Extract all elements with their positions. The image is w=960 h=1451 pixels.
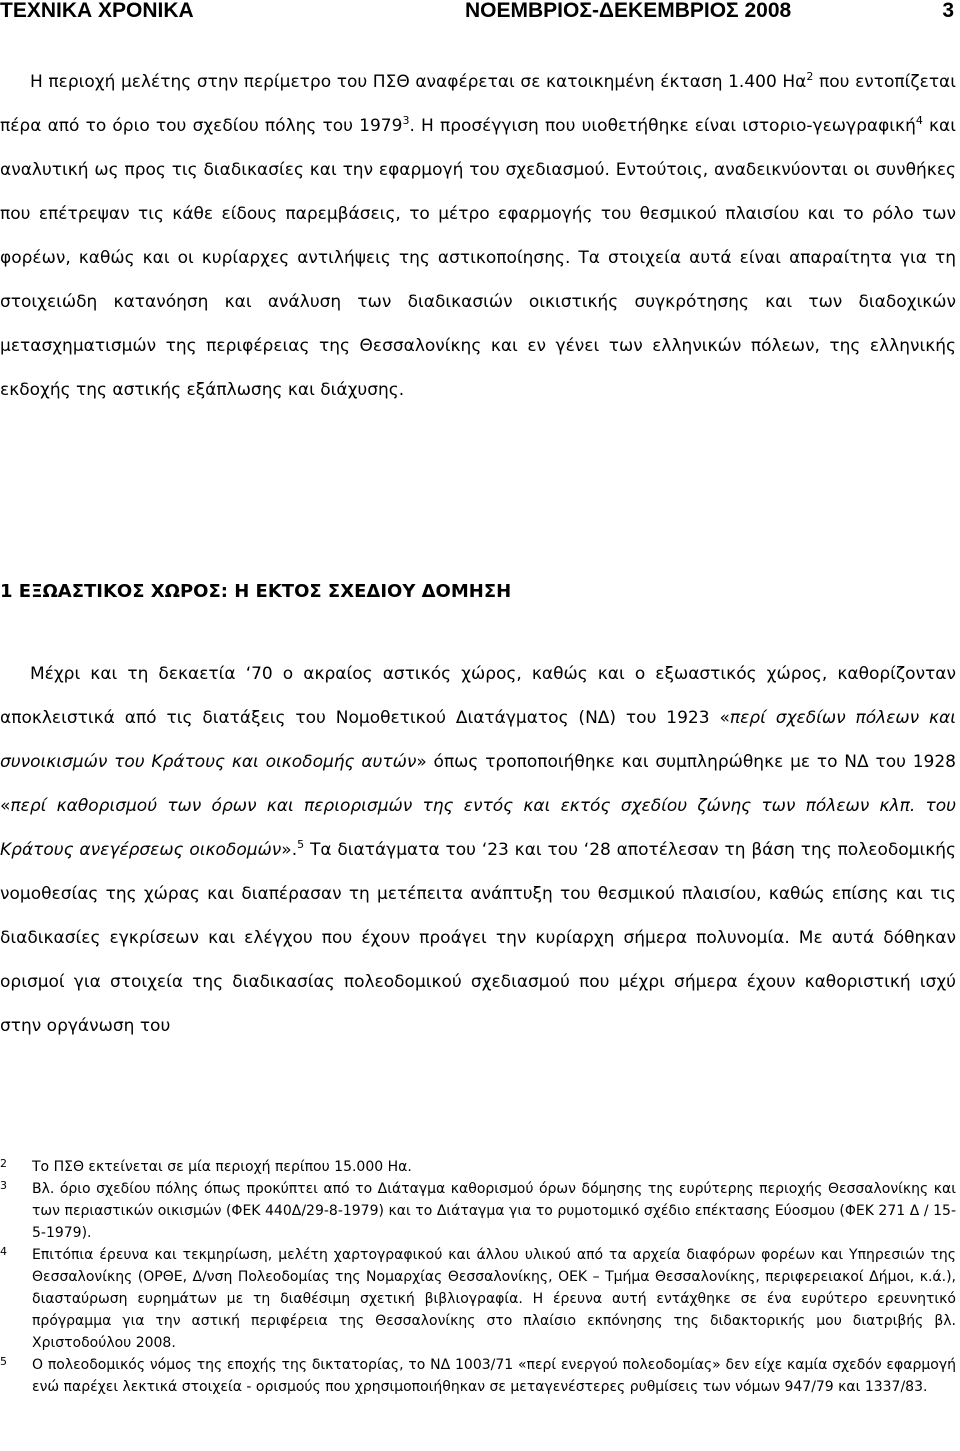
section-paragraph — [0, 652, 956, 1048]
section-heading: 1 ΕΞΩΑΣΤΙΚΟΣ ΧΩΡΟΣ: Η ΕΚΤΟΣ ΣΧΕΔΙΟΥ ΔΟΜΗΣΗ — [0, 581, 512, 602]
footnote — [0, 1156, 956, 1178]
footnote-ref-2[interactable]: 2 — [806, 70, 814, 83]
section-text-3: ». — [281, 840, 298, 860]
intro-paragraph — [0, 60, 956, 412]
footnote-number: 2 — [0, 1157, 7, 1170]
running-header — [0, 0, 960, 28]
issue-date: ΝΟΕΜΒΡΙΟΣ-ΔΕΚΕΜΒΡΙΟΣ 2008 — [465, 0, 792, 22]
footnote-text: Βλ. όριο σχεδίου πόλης όπως προκύπτει από το Διάταγμα καθορισμού όρων δόμησης της ευρύτερης περιοχής Θεσσαλονίκης και των περιαστικών οικισμών (ΦΕΚ 440Δ/29-8-1979) και το Διάταγμα για το ρυμοτομικό σχέδιο επέκτασης Εύοσμου (ΦΕΚ 271 Δ / 15-5-1979). — [32, 1181, 956, 1241]
journal-title: ΤΕΧΝΙΚΑ ΧΡΟΝΙΚΑ — [0, 0, 194, 22]
footnote-ref-4[interactable]: 4 — [915, 114, 923, 127]
footnote — [0, 1354, 956, 1398]
footnote-number: 5 — [0, 1355, 7, 1368]
intro-text-4: και αναλυτική ως προς τις διαδικασίες και την εφαρμογή του σχεδιασμού. Εντούτοις, αναδεικνύονται οι συνθήκες που επέτρεψαν τις κάθε είδους παρεμβάσεις, το μέτρο εφαρμογής του θεσμικού πλαισίου και το ρόλο των φορέων, καθώς και οι κυρίαρχες αντιλήψεις της αστικοποίησης. Τα στοιχεία αυτά είναι απαραίτητα για τη στοιχειώδη κατανόηση και ανάλυση των διαδικασιών οικιστικής συγκρότησης και των διαδοχικών μετασχηματισμών της περιφέρειας της Θεσσαλονίκης και εν γένει των ελληνικών πόλεων, της ελληνικής εκδοχής της αστικής εξάπλωσης και διάχυσης. — [0, 116, 956, 400]
footnote-number: 3 — [0, 1179, 7, 1192]
footnote-number: 4 — [0, 1245, 7, 1258]
section-text-4: Τα διατάγματα του ‘23 και του ‘28 αποτέλεσαν τη βάση της πολεοδομικής νομοθεσίας της χώρας και διαπέρασαν τη μετέπειτα ανάπτυξη του θεσμικού πλαισίου, καθώς επίσης και τις διαδικασίες εγκρίσεων και ελέγχου που έχουν προάγει την κυρίαρχη σήμερα πολυνομία. Με αυτά δόθηκαν ορισμοί για στοιχεία της διαδικασίας πολεοδομικού σχεδιασμού που μέχρι σήμερα έχουν καθοριστική ισχύ στην οργάνωση του — [0, 840, 956, 1036]
footnotes — [0, 1156, 956, 1398]
footnote-ref-5[interactable]: 5 — [297, 838, 305, 851]
intro-text-1: Η περιοχή μελέτης στην περίμετρο του ΠΣΘ αναφέρεται σε κατοικημένη έκταση 1.400 Ηα — [30, 72, 807, 92]
decree-1928-title: περί καθορισμού των όρων και περιορισμών της εντός και εκτός σχεδίου ζώνης των πόλεων κλπ. του Κράτους ανεγέρσεως οικοδομών — [0, 796, 956, 860]
section-text-2: » όπως τροποποιήθηκε και συμπληρώθηκε με το ΝΔ του 1928 « — [0, 752, 956, 816]
page-number: 3 — [942, 0, 954, 22]
footnote — [0, 1244, 956, 1354]
footnote-text: Το ΠΣΘ εκτείνεται σε μία περιοχή περίπου 15.000 Ηα. — [32, 1159, 412, 1175]
footnote — [0, 1178, 956, 1244]
intro-text-2: που εντοπίζεται πέρα από το όριο του σχεδίου πόλης του 1979 — [0, 72, 957, 136]
section-text-1: Μέχρι και τη δεκαετία ‘70 ο ακραίος αστικός χώρος, καθώς και ο εξωαστικός χώρος, καθορίζονταν αποκλειστικά από τις διατάξεις του Νομοθετικού Διατάγματος (ΝΔ) του 1923 « — [0, 664, 956, 728]
footnote-ref-3[interactable]: 3 — [402, 114, 410, 127]
footnote-text: Επιτόπια έρευνα και τεκμηρίωση, μελέτη χαρτογραφικού και άλλου υλικού από τα αρχεία διαφόρων φορέων και Υπηρεσιών της Θεσσαλονίκης (ΟΡΘΕ, Δ/νση Πολεοδομίας της Νομαρχίας Θεσσαλονίκης, ΟΕΚ – Τμήμα Θεσσαλονίκης, περιφερειακοί Δήμοι, κ.ά.), διασταύρωση ευρημάτων με τη διαθέσιμη σχετική βιβλιογραφία. Η έρευνα αυτή εντάχθηκε σε ένα ευρύτερο ερευνητικό πρόγραμμα για την αστική περιφέρεια της Θεσσαλονίκης στο πλαίσιο εκπόνησης της διδακτορικής μου διατριβής βλ. Χριστοδούλου 2008. — [32, 1247, 956, 1351]
decree-1923-title: περί σχεδίων πόλεων και συνοικισμών του Κράτους και οικοδομής αυτών — [0, 708, 956, 772]
intro-text-3: . Η προσέγγιση που υιοθετήθηκε είναι ιστοριο-γεωγραφική — [409, 116, 916, 136]
footnote-text: Ο πολεοδομικός νόμος της εποχής της δικτατορίας, το ΝΔ 1003/71 «περί ενεργού πολεοδομίας» δεν είχε καμία σχεδόν εφαρμογή ενώ παρέχει λεκτικά στοιχεία - ορισμούς που χρησιμοποιήθηκαν σε μεταγενέστερες ρυθμίσεις των νόμων 947/79 και 1337/83. — [32, 1357, 956, 1395]
